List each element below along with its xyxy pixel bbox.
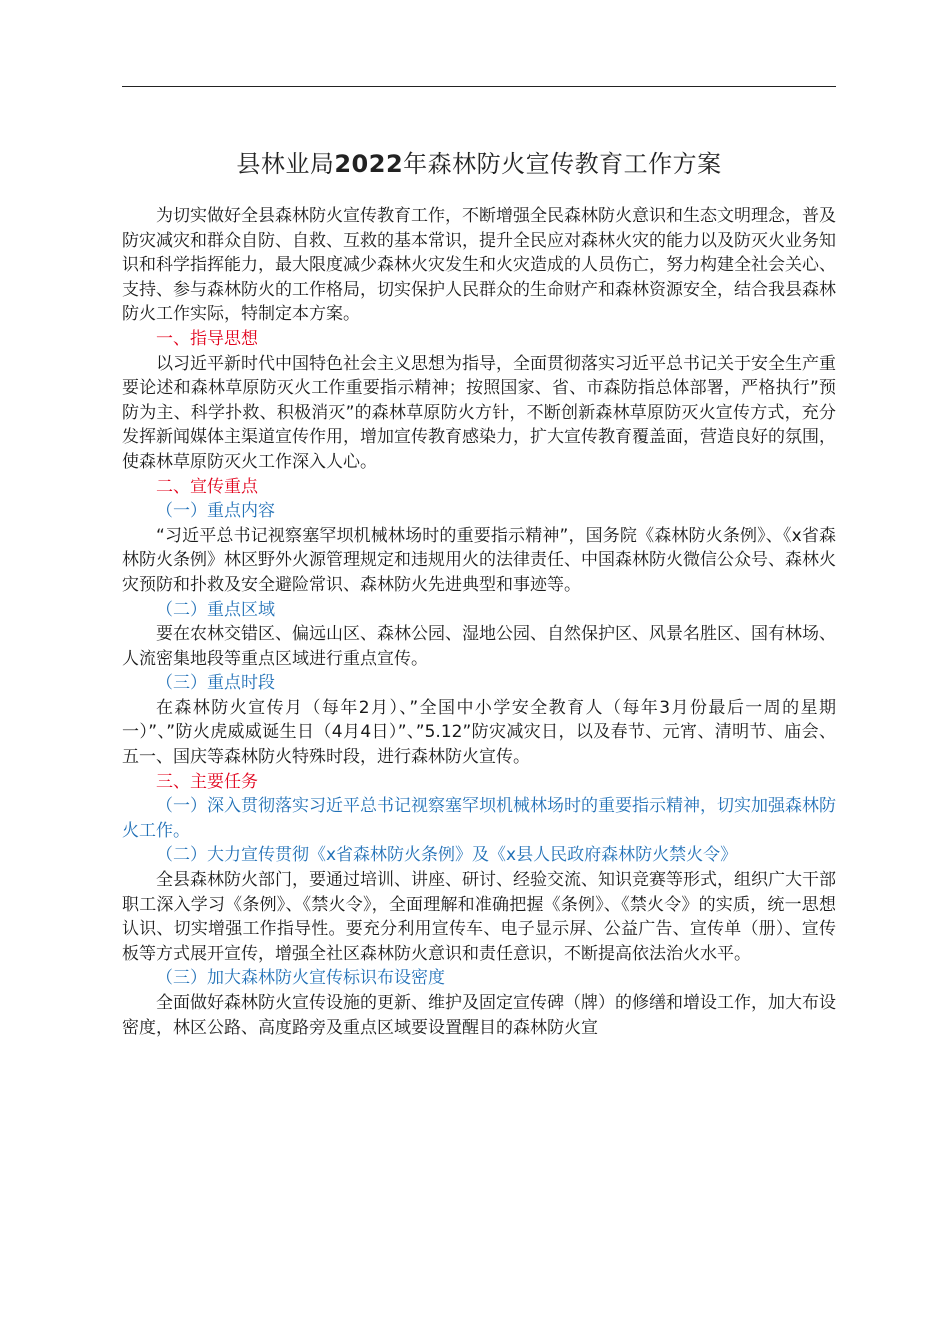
subheading-task-3: （三）加大森林防火宣传标识布设密度 <box>156 968 445 989</box>
key-periods-paragraph: 在森林防火宣传月（每年2月）、”全国中小学安全教育人（每年3月份最后一周的星期一）”、”防火虎威威诞生日（4月4日）”、”5.12”防灾减灾日，以及春节、元宵、清明节、庙会、五一、国庆等森林防火特殊时段，进行森林防火宣传。 <box>122 697 836 768</box>
task-3-paragraph: 全面做好森林防火宣传设施的更新、维护及固定宣传碑（牌）的修缮和增设工作，加大布设密度，林区公路、高度路旁及重点区域要设置醒目的森林防火宣 <box>122 993 836 1038</box>
document-title: 县林业局2022年森林防火宣传教育工作方案 <box>236 150 722 178</box>
subheading-key-periods: （三）重点时段 <box>156 673 275 694</box>
task-2-paragraph: 全县森林防火部门，要通过培训、讲座、研讨、经验交流、知识竞赛等形式，组织广大干部职工深入学习《条例》、《禁火令》，全面理解和准确把握《条例》、《禁火令》的实质，统一思想认识、切实增强工作指导性。要充分利用宣传车、电子显示屏、公益广告、宣传单（册）、宣传板等方式展开宣传，增强全社区森林防火意识和责任意识，不断提高依法治火水平。 <box>122 870 836 964</box>
guiding-ideology-paragraph: 以习近平新时代中国特色社会主义思想为指导，全面贯彻落实习近平总书记关于安全生产重要论述和森林草原防灭火工作重要指示精神；按照国家、省、市森防指总体部署，严格执行”预防为主、科学扑救、积极消灭”的森林草原防火方针，不断创新森林草原防灭火宣传方式，充分发挥新闻媒体主渠道宣传作用，增加宣传教育感染力，扩大宣传教育覆盖面，营造良好的氛围，使森林草原防灭火工作深入人心。 <box>122 353 836 472</box>
intro-paragraph: 为切实做好全县森林防火宣传教育工作，不断增强全民森林防火意识和生态文明理念，普及防灾减灾和群众自防、自救、互救的基本常识，提升全民应对森林火灾的能力以及防灭火业务知识和科学指挥能力，最大限度减少森林火灾发生和火灾造成的人员伤亡，努力构建全社会关心、支持、参与森林防火的工作格局，切实保护人民群众的生命财产和森林资源安全，结合我县森林防火工作实际，特制定本方案。 <box>122 206 836 325</box>
document-body <box>122 204 836 1040</box>
key-content-paragraph: “习近平总书记视察塞罕坝机械林场时的重要指示精神”，国务院《森林防火条例》、《x省森林防火条例》林区野外火源管理规定和违规用火的法律责任、中国森林防火微信公众号、森林火灾预防和扑救及安全避险常识、森林防火先进典型和事迹等。 <box>122 525 836 595</box>
subheading-key-content: （一）重点内容 <box>156 501 275 522</box>
subheading-task-2: （二）大力宣传贯彻《x省森林防火条例》及《x县人民政府森林防火禁火令》 <box>156 845 738 866</box>
section-heading-guiding-ideology: 一、指导思想 <box>156 328 258 349</box>
key-areas-paragraph: 要在农林交错区、偏远山区、森林公园、湿地公园、自然保护区、风景名胜区、国有林场、人流密集地段等重点区域进行重点宣传。 <box>122 624 836 669</box>
header-rule <box>122 86 836 87</box>
subheading-task-1: （一）深入贯彻落实习近平总书记视察塞罕坝机械林场时的重要指示精神，切实加强森林防火工作。 <box>122 796 836 841</box>
section-heading-main-tasks: 三、主要任务 <box>156 771 258 792</box>
subheading-key-areas: （二）重点区域 <box>156 599 275 620</box>
section-heading-publicity-focus: 二、宣传重点 <box>156 476 258 497</box>
